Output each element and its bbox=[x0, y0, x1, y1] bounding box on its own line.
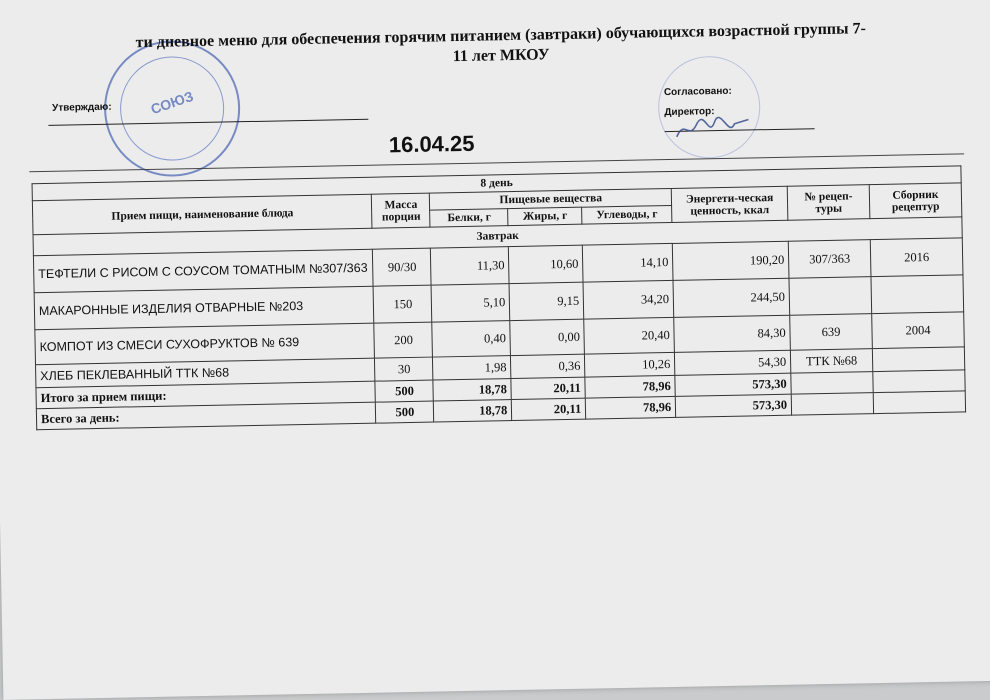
dish-carbs: 14,10 bbox=[583, 243, 674, 282]
day-total-carbs: 78,96 bbox=[586, 396, 676, 419]
day-total-mass: 500 bbox=[376, 401, 434, 423]
section-label: Завтрак bbox=[33, 217, 962, 256]
meal-total-carbs: 78,96 bbox=[585, 375, 675, 398]
header-carbs: Углеводы, г bbox=[582, 205, 672, 224]
dish-name: КОМПОТ ИЗ СМЕСИ СУХОФРУКТОВ № 639 bbox=[35, 323, 375, 365]
dish-recipe bbox=[789, 277, 872, 316]
dish-name: МАКАРОННЫЕ ИЗДЕЛИЯ ОТВАРНЫЕ №203 bbox=[34, 286, 374, 330]
header-proteins: Белки, г bbox=[430, 209, 508, 227]
meal-total-empty-2 bbox=[873, 370, 965, 393]
header-collection: Сборник рецептур bbox=[869, 183, 962, 219]
signature-mark bbox=[672, 113, 753, 145]
dish-carbs: 10,26 bbox=[585, 352, 675, 377]
header-recipe-no: № рецеп-туры bbox=[787, 185, 870, 221]
dish-energy: 84,30 bbox=[674, 315, 791, 352]
dish-recipe: 639 bbox=[790, 314, 873, 351]
dish-collection: 2004 bbox=[872, 312, 965, 349]
meal-total-empty-1 bbox=[791, 372, 873, 395]
dish-proteins: 1,98 bbox=[433, 356, 511, 380]
day-total-energy: 573,30 bbox=[675, 394, 791, 417]
header-energy: Энергети-ческая ценность, ккал bbox=[671, 186, 788, 222]
dish-mass: 90/30 bbox=[373, 248, 432, 286]
header-nutrients: Пищевые вещества bbox=[430, 188, 672, 210]
dish-energy: 244,50 bbox=[673, 278, 790, 317]
dish-carbs: 20,40 bbox=[584, 317, 675, 354]
day-total-proteins: 18,78 bbox=[434, 400, 512, 422]
menu-table bbox=[32, 165, 967, 430]
dish-recipe: 307/363 bbox=[788, 240, 871, 279]
dish-carbs: 34,20 bbox=[583, 280, 674, 319]
director-label: Директор: bbox=[664, 106, 715, 119]
day-total-empty-2 bbox=[873, 391, 965, 414]
stamp-text: СОЮЗ bbox=[148, 87, 196, 118]
dish-collection: 2016 bbox=[870, 238, 963, 277]
header-mass: Масса порции bbox=[372, 193, 431, 228]
dish-fats: 10,60 bbox=[509, 245, 584, 283]
day-total-empty-1 bbox=[791, 393, 873, 416]
meal-total-fats: 20,11 bbox=[511, 377, 585, 399]
dish-name: ТЕФТЕЛИ С РИСОМ С СОУСОМ ТОМАТНЫМ №307/363 bbox=[33, 249, 373, 293]
dish-energy: 190,20 bbox=[673, 241, 790, 280]
day-total-label: Всего за день: bbox=[36, 402, 376, 430]
dish-fats: 9,15 bbox=[509, 282, 584, 320]
header-fats: Жиры, г bbox=[508, 207, 582, 225]
title-line-1: ти дневное меню для обеспечения горячим питанием (завтраки) обучающихся возрастной группы 7- bbox=[135, 20, 867, 52]
header-meal-name: Прием пищи, наименование блюда bbox=[32, 194, 372, 235]
meal-total-label: Итого за прием пищи: bbox=[36, 381, 376, 409]
day-label: 8 день bbox=[32, 166, 961, 201]
day-total-fats: 20,11 bbox=[512, 398, 586, 420]
dish-proteins: 11,30 bbox=[431, 247, 510, 285]
dish-collection bbox=[872, 347, 964, 372]
menu-date: 16.04.25 bbox=[388, 130, 475, 158]
meal-total-proteins: 18,78 bbox=[433, 379, 511, 401]
dish-collection bbox=[871, 275, 964, 314]
dish-fats: 0,36 bbox=[511, 354, 585, 378]
dish-recipe: ТТК №68 bbox=[790, 349, 872, 374]
agreed-label: Согласовано: bbox=[663, 85, 732, 99]
dish-mass: 200 bbox=[374, 322, 433, 358]
dish-fats: 0,00 bbox=[510, 319, 585, 355]
meal-total-energy: 573,30 bbox=[675, 373, 791, 396]
dish-name: ХЛЕБ ПЕКЛЕВАННЫЙ ТТК №68 bbox=[36, 358, 376, 388]
dish-proteins: 0,40 bbox=[432, 321, 511, 357]
title-line-2: 11 лет МКОУ bbox=[452, 46, 550, 66]
meal-total-mass: 500 bbox=[375, 380, 433, 402]
document-title bbox=[86, 18, 917, 74]
dish-proteins: 5,10 bbox=[432, 284, 511, 322]
dish-energy: 54,30 bbox=[675, 350, 791, 375]
dish-mass: 30 bbox=[375, 357, 433, 381]
approve-label: Утверждаю: bbox=[51, 101, 112, 114]
dish-mass: 150 bbox=[374, 285, 433, 323]
